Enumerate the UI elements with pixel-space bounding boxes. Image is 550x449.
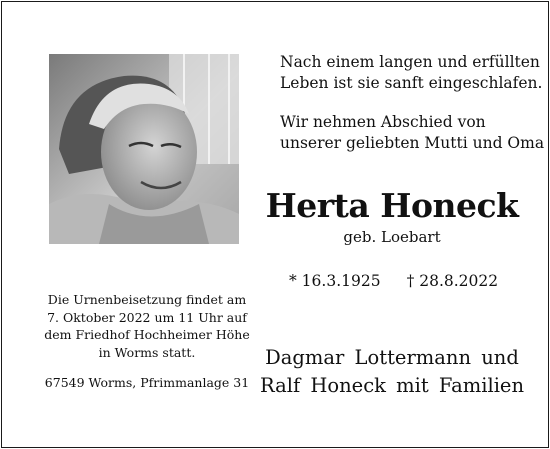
life-dates	[289, 272, 498, 290]
maiden-name: geb. Loebart	[343, 228, 441, 246]
mourning-address: 67549 Worms, Pfrimmanlage 31	[44, 375, 250, 390]
notice-line: dem Friedhof Hochheimer Höhe	[44, 327, 250, 342]
death-date: † 28.8.2022	[406, 272, 499, 290]
farewell-line: unserer geliebten Mutti und Oma	[280, 134, 545, 152]
farewell-text	[280, 112, 544, 154]
obituary-notice	[1, 1, 549, 448]
family-line: Dagmar Lottermann und	[265, 346, 519, 369]
notice-line: in Worms statt.	[98, 344, 196, 360]
portrait-photo	[49, 54, 239, 244]
intro-text	[280, 52, 542, 94]
intro-line: Nach einem langen und erfüllten	[280, 53, 540, 71]
portrait-image	[49, 54, 239, 244]
notice-line: 7. Oktober 2022 um 11 Uhr auf	[47, 309, 247, 325]
birth-date: * 16.3.1925	[289, 272, 381, 290]
deceased-name: Herta Honeck	[265, 186, 519, 225]
bereaved-family	[257, 344, 527, 400]
family-line: Ralf Honeck mit Familien	[259, 374, 525, 397]
notice-line: Die Urnenbeisetzung findet am	[47, 292, 247, 307]
intro-line: Leben ist sie sanft eingeschlafen.	[280, 74, 543, 92]
funeral-notice	[42, 291, 252, 361]
farewell-line: Wir nehmen Abschied von	[280, 113, 486, 131]
